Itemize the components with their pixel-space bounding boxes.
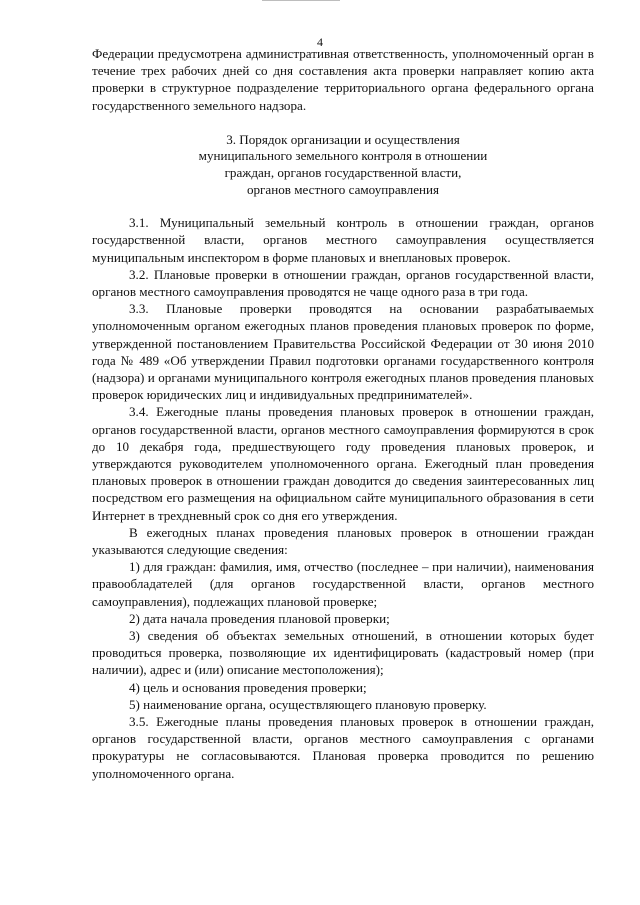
paragraph-3-1: 3.1. Муниципальный земельный контроль в отношении граждан, органов государственной власти, органов местного самоуправления осуществляется муниципальным инспектором в форме плановых и внеплановых проверок. [92, 215, 594, 265]
section-heading-line: муниципального земельного контроля в отношении [198, 148, 488, 164]
list-item: 1) для граждан: фамилия, имя, отчество (последнее – при наличии), наименования правообладателей (для органов государственной власти, органов местного самоуправления), подлежащих плановой проверке; [92, 559, 594, 609]
document-body [92, 45, 594, 782]
intro-paragraph: Федерации предусмотрена административная ответственность, уполномоченный орган в течение трех рабочих дней со дня составления акта проверки направляет копию акта проверки в структурное подразделение территориального органа федерального органа государственного земельного надзора. [92, 46, 594, 113]
section-heading [92, 132, 594, 198]
list-item: 4) цель и основания проведения проверки; [129, 679, 367, 695]
scan-artifact-line [262, 0, 340, 1]
section-heading-line: граждан, органов государственной власти, [224, 165, 462, 180]
list-item: 5) наименование органа, осуществляющего плановую проверку. [129, 696, 487, 712]
paragraph-3-2: 3.2. Плановые проверки в отношении граждан, органов государственной власти, органов местного самоуправления проводятся не чаще одного раза в три года. [92, 266, 594, 299]
list-item: 3) сведения об объектах земельных отношений, в отношении которых будет проводиться проверка, позволяющие их идентифицировать (кадастровый номер (при наличии), адрес и (или) описание местоположения); [92, 628, 594, 678]
paragraph-3-3: 3.3. Плановые проверки проводятся на основании разрабатываемых уполномоченным органом ежегодных планов проведения плановых проверок по форме, утвержденной постановлением Правительства Российской Федерации от 30 июня 2010 года № 489 «Об утверждении Правил подготовки органами государственного контроля (надзора) и органами муниципального контроля ежегодных планов проведения плановых проверок юридических лиц и индивидуальных предпринимателей». [92, 301, 594, 403]
paragraph-3-4: 3.4. Ежегодные планы проведения плановых проверок в отношении граждан, органов государственной власти, органов местного самоуправления формируются в срок до 10 декабря года, предшествующего году проведения плановых проверок, и утверждаются руководителем уполномоченного органа. Ежегодный план проведения плановых проверок в отношении граждан доводится до сведения заинтересованных лиц посредством его размещения на официальном сайте муниципального образования в сети Интернет в трехдневный срок со дня его утверждения. [92, 404, 594, 523]
list-item: 2) дата начала проведения плановой проверки; [129, 610, 390, 626]
section-heading-line: 3. Порядок организации и осуществления [226, 131, 460, 147]
section-heading-line: органов местного самоуправления [246, 181, 440, 197]
plan-info-intro: В ежегодных планах проведения плановых проверок в отношении граждан указываются следующие сведения: [92, 524, 594, 558]
page-number: 4 [317, 35, 323, 49]
paragraph-3-5: 3.5. Ежегодные планы проведения плановых проверок в отношении граждан, органов государственной власти, органов местного самоуправления с органами прокуратуры не согласовываются. Плановая проверка проводится по решению уполномоченного органа. [92, 714, 594, 781]
